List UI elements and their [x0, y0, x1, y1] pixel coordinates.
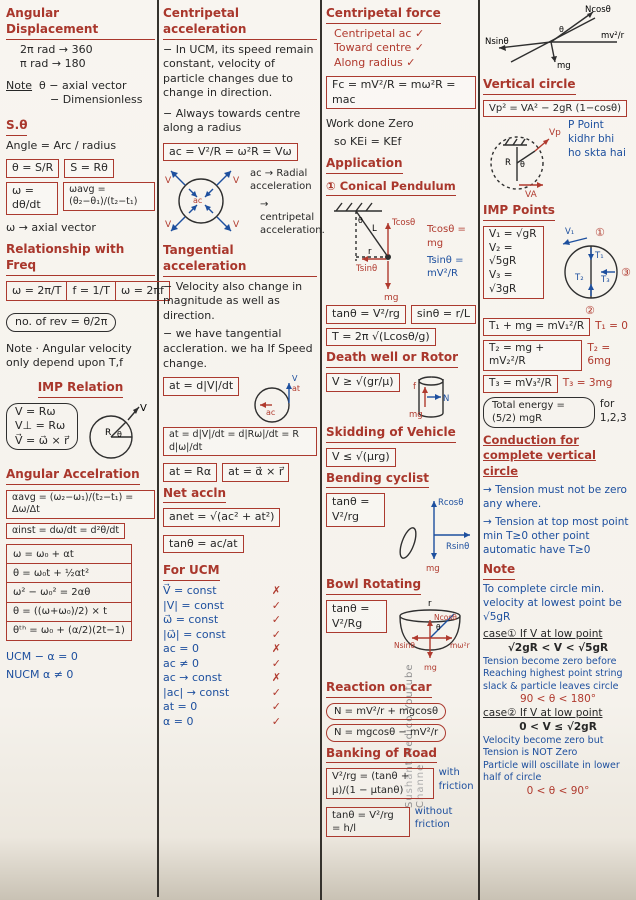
v1-value: V₁ = √gR: [489, 227, 537, 240]
ucm-velocity-diagram: [163, 163, 245, 237]
title-imp-relation: IMP Relation: [38, 380, 124, 398]
formula-sin-rl: sinθ = r/L: [411, 305, 476, 324]
formula-t3: T₃ = mV₃²/R: [483, 375, 558, 393]
conversion-pi: π rad → 180: [20, 57, 86, 71]
label-v: V: [292, 374, 298, 384]
title-for-ucm: For UCM: [163, 563, 220, 581]
condition-tension-top: → Tension at top most point min T≥0 other point automatic have T≥0: [483, 515, 629, 556]
v3-value: V₃ = √3gR: [489, 269, 517, 296]
label-normal: N: [442, 394, 449, 405]
ucm-item: [163, 584, 281, 599]
frequency-formula-box: [6, 281, 170, 302]
at-ac-diagram: [244, 375, 300, 425]
title-net-acceleration: Net accln: [163, 486, 226, 504]
ucm-item: [163, 715, 281, 730]
label-ac: ac: [266, 408, 276, 418]
case-2-angle-range: 0 < θ < 90°: [526, 784, 590, 797]
formula-alpha-inst: αinst = dω/dt = d²θ/dt: [6, 523, 125, 540]
ucm-item-formula: |ac| → const: [163, 685, 230, 699]
column-divider-1: [157, 0, 159, 897]
bowl-rotating-diagram: [392, 598, 476, 678]
omega-axial-vector: ω → axial vector: [6, 220, 96, 234]
label-at: at: [292, 384, 301, 394]
trait-centripetal: Centripetal ac ✓: [334, 26, 425, 40]
formula-vperp-romega: V⊥ = Rω: [15, 419, 66, 433]
ucm-item: [163, 700, 281, 715]
formula-tan-v2rg: tanθ = V²/rg: [326, 305, 406, 324]
label-v-topleft: V: [165, 176, 172, 187]
column-angular-displacement: [6, 4, 164, 682]
label-t1: T₁: [595, 250, 604, 261]
label-t2: T₂: [575, 272, 584, 283]
para-velocity-change: − Velocity also change in magnitude as well as direction.: [163, 279, 303, 322]
pendulum-eq-horizontal: Tsinθ = mV²/R: [427, 254, 464, 279]
label-velocity: V: [139, 402, 147, 414]
ucm-item-formula: ω⃗ = const: [163, 613, 219, 627]
label-radius: R: [104, 427, 111, 438]
title-skidding: Skidding of Vehicle: [326, 425, 456, 443]
with-friction-note: with friction: [438, 767, 474, 792]
t2-result: T₂ = 6mg: [587, 341, 611, 368]
formula-t2: T₂ = mg + mV₂²/R: [483, 340, 582, 372]
formula-bending: tanθ = V²/rg: [326, 493, 385, 526]
formula-reaction-valley: N = mV²/r + mgcosθ: [326, 703, 446, 720]
check-mark: ✓: [271, 656, 281, 670]
ucm-item: [163, 628, 281, 643]
formula-tan-theta: tanθ = ac/at: [163, 535, 244, 554]
title-banking-of-road: Banking of Road: [326, 746, 437, 764]
t3-result: T₃ = 3mg: [562, 377, 613, 390]
column-centripetal-acceleration: [163, 4, 325, 729]
formula-f-1-t: f = 1/T: [67, 282, 116, 301]
formula-v-romega: V = Rω: [15, 404, 56, 418]
formula-bowl: tanθ = V²/Rg: [326, 600, 387, 633]
ucm-item-formula: at = 0: [163, 700, 198, 714]
ucm-item: [163, 642, 281, 657]
label-friction: f: [412, 382, 416, 393]
title-death-well: Death well or Rotor: [326, 350, 458, 368]
total-energy-for: for 1,2,3: [599, 398, 627, 425]
case-2-oscillate: Particle will oscillate in lower half of circle: [483, 759, 620, 784]
check-mark: ✓: [271, 627, 281, 641]
kinematic-eq-4: θ = ((ω+ω₀)/2) × t: [7, 603, 131, 622]
label-ncos: Ncosθ: [434, 613, 457, 623]
trait-along-radius: Along radius ✓: [334, 55, 416, 69]
column-divider-3: [478, 0, 480, 900]
formula-fc: Fc = mV²/R = mω²R = mac: [326, 76, 476, 109]
formula-v-cross: V⃗ = ω⃗ × r⃗: [15, 433, 69, 447]
formula-at-cross: at = α⃗ × r⃗: [222, 463, 289, 482]
column-centripetal-force: [326, 4, 476, 839]
case-2-inequality: 0 < V ≤ √2gR: [519, 720, 597, 733]
label-t3: T₃: [601, 274, 610, 285]
label-theta: θ: [358, 216, 363, 226]
label-v-topright: V: [233, 176, 240, 187]
label-mv2r: mv²/r: [601, 31, 625, 41]
ucm-item-formula: α = 0: [163, 714, 194, 728]
check-mark: ✓: [271, 685, 281, 699]
case-1-heading: case① If V at low point: [483, 627, 603, 640]
t1-result: T₁ = 0: [595, 319, 628, 332]
label-theta: θ: [436, 623, 441, 633]
label-theta: θ: [559, 25, 564, 34]
label-rsin: Rsinθ: [446, 542, 470, 553]
title-condition-complete-circle: Conduction for complete vertical circle: [483, 432, 596, 479]
ac-centripetal-note: → centripetal acceleration.: [260, 198, 325, 237]
title-note: Note: [483, 562, 515, 580]
watermark: Sushant Medico Youtube Channel: [404, 663, 426, 808]
kinematic-eq-3: ω² − ω₀² = 2αθ: [7, 583, 131, 602]
formula-s-rtheta: S = Rθ: [64, 159, 114, 178]
title-vertical-circle: Vertical circle: [483, 77, 576, 95]
p-point-note: P Point kidhr bhi ho skta hai: [568, 118, 626, 159]
ucm-item: [163, 613, 281, 628]
banking-forces-diagram: [483, 4, 631, 70]
note-angular-velocity-1: Note · Angular velocity: [6, 341, 132, 355]
formula-alpha-avg: αavg = (ω₂−ω₁)/(t₂−t₁) = Δω/Δt: [6, 490, 155, 519]
point-2-badge: ②: [585, 303, 595, 317]
para-ucm-speed: − In UCM, its speed remain constant, velocity of particle changes due to change in direction.: [163, 42, 314, 100]
label-ac-center: ac: [193, 196, 203, 206]
ucm-item-formula: V⃗ = const: [163, 584, 217, 598]
vertical-circle-diagram: [483, 119, 563, 201]
label-va: VA: [525, 189, 537, 200]
ucm-item-formula: ac → const: [163, 671, 222, 685]
ucm-item-formula: |ω⃗| = const: [163, 627, 226, 641]
formula-skidding: V ≤ √(μrg): [326, 448, 396, 467]
formula-vp: Vp² = VA² − 2gR (1−cosθ): [483, 100, 627, 117]
work-done-zero: Work done Zero: [326, 117, 414, 131]
label-r: r: [428, 599, 432, 610]
label-mg: mg: [426, 564, 440, 575]
title-relationship-freq: Relationship with Freq: [6, 242, 155, 276]
title-angular-displacement: Angular Displacement: [6, 6, 155, 40]
bending-cyclist-diagram: [390, 491, 476, 575]
point-3-badge: ③: [621, 265, 631, 279]
kinematic-eq-1: ω = ω₀ + αt: [7, 545, 131, 564]
formula-omega: ω = dθ/dt: [6, 182, 58, 215]
formula-banking-no-friction: tanθ = V²/rg = h/l: [326, 807, 410, 837]
formula-banking-friction: V²/rg = (tanθ + μ)/(1 − μtanθ): [326, 768, 434, 798]
formula-omega-2pi-t: ω = 2π/T: [7, 282, 67, 301]
formula-time-period: T = 2π √(Lcosθ/g): [326, 328, 436, 347]
ac-radial-note: ac → Radial acceleration: [250, 168, 312, 193]
label-v-bottomright: V: [233, 220, 240, 231]
ucm-item-formula: ac ≠ 0: [163, 656, 199, 670]
label-mg: mg: [557, 61, 571, 71]
title-bending-cyclist: Bending cyclist: [326, 471, 429, 489]
label-rcos: Rcosθ: [438, 498, 464, 509]
para-tangential: − we have tangential accleration. we ha If Speed change.: [163, 327, 313, 370]
angle-definition: Angle = Arc / radius: [6, 138, 117, 152]
death-well-diagram: [405, 371, 457, 423]
label-tcos: Tcosθ: [392, 218, 416, 229]
ucm-checklist: [163, 584, 281, 729]
note-axial-vector: θ − axial vector: [39, 78, 127, 92]
point-1-badge: ①: [595, 225, 605, 239]
label-theta: θ: [116, 429, 122, 439]
ucm-item: [163, 599, 281, 614]
check-mark: ✓: [271, 714, 281, 728]
formula-no-of-rev: no. of rev = θ/2π: [6, 313, 116, 332]
formula-death-well: V ≥ √(gr/μ): [326, 373, 400, 392]
title-conical-pendulum: ① Conical Pendulum: [326, 179, 456, 196]
cross-mark: ✗: [271, 584, 281, 598]
para-towards-centre: − Always towards centre along a radius: [163, 106, 301, 135]
kei-kef: so KEi = KEf: [334, 134, 402, 148]
pendulum-eq-vertical: Tcosθ = mg: [427, 224, 466, 249]
label-nsin: Nsinθ: [394, 641, 415, 651]
note-dimensionless: − Dimensionless: [50, 93, 143, 107]
title-reaction-on-car: Reaction on car: [326, 680, 432, 698]
ucm-item: [163, 671, 281, 686]
title-application: Application: [326, 156, 403, 174]
formula-omega-avg: ωavg = (θ₂−θ₁)/(t₂−t₁): [63, 182, 155, 211]
conversion-2pi: 2π rad → 360: [20, 42, 93, 56]
column-vertical-circle: [483, 4, 633, 799]
check-mark: ✓: [271, 598, 281, 612]
cross-mark: ✗: [271, 642, 281, 656]
formula-at-1: at = d|V|/dt: [163, 377, 239, 396]
title-imp-points: IMP Points: [483, 203, 555, 221]
label-v-bottomleft: V: [165, 220, 172, 231]
formula-t1: T₁ + mg = mV₁²/R: [483, 318, 590, 336]
label-mw2r: mω²r: [450, 641, 470, 651]
subtitle-s-theta: S.θ: [6, 118, 27, 136]
imp-relation-box: [6, 403, 78, 451]
case-2-description: Velocity become zero but Tension is NOT Zero: [483, 734, 604, 759]
case-1-inequality: √2gR < V < √5gR: [507, 641, 609, 654]
trait-toward-centre: Toward centre ✓: [334, 41, 424, 55]
rotation-circle-diagram: [83, 401, 145, 465]
title-angular-acceleration: Angular Accelration: [6, 467, 140, 485]
ucm-item-formula: ac = 0: [163, 642, 199, 656]
tension-points-diagram: [549, 224, 633, 316]
formula-at-2: at = d|V|/dt = d|Rω|/dt = R d|ω|/dt: [163, 427, 317, 456]
formula-reaction-hill: N = mgcosθ − mV²/r: [326, 724, 446, 741]
case-1-description: Tension become zero before Reaching highest point string slack & particle leaves circle: [483, 655, 623, 692]
velocity-values-box: [483, 226, 544, 299]
label-radius: R: [505, 157, 511, 168]
formula-ac: ac = V²/R = ω²R = Vω: [163, 143, 298, 162]
title-tangential-acceleration: Tangential acceleration: [163, 243, 317, 277]
ucm-item: [163, 657, 281, 672]
conical-pendulum-diagram: [326, 199, 422, 303]
label-r: r: [368, 247, 372, 258]
label-L: L: [372, 224, 377, 235]
check-mark: ✓: [271, 700, 281, 714]
without-friction-note: without friction: [414, 805, 453, 830]
label-v1: V₁: [565, 226, 575, 237]
column-divider-2: [320, 0, 322, 900]
ucm-condition: UCM − α = 0: [6, 650, 78, 664]
title-centripetal-acceleration: Centripetal acceleration: [163, 6, 317, 40]
v2-value: V₂ = √5gR: [489, 241, 517, 268]
formula-at-ralpha: at = Rα: [163, 463, 217, 482]
label-mg: mg: [384, 293, 399, 304]
label-tsin: Tsinθ: [356, 264, 378, 275]
nucm-condition: NUCM α ≠ 0: [6, 667, 74, 681]
total-energy-box: Total energy = (5/2) mgR: [483, 397, 595, 427]
check-mark: ✓: [271, 613, 281, 627]
ucm-item-formula: |V| = const: [163, 598, 224, 612]
ucm-item: [163, 686, 281, 701]
label-nsin: Nsinθ: [485, 37, 509, 47]
kinematics-table: [6, 544, 132, 641]
case-1-angle-range: 90 < θ < 180°: [519, 693, 597, 706]
formula-anet: anet = √(ac² + at²): [163, 508, 280, 527]
label-vp: Vp: [549, 127, 561, 138]
note-min-velocity: To complete circle min. velocity at lowest point be √5gR: [483, 583, 622, 623]
case-2-heading: case② If V at low point: [483, 706, 603, 719]
formula-omega-2pif: ω = 2πf: [120, 283, 164, 297]
note-label: Note: [6, 78, 33, 92]
label-mg: mg: [424, 663, 437, 673]
label-theta: θ: [520, 159, 525, 169]
title-centripetal-force: Centripetal force: [326, 6, 441, 24]
cross-mark: ✗: [271, 671, 281, 685]
condition-tension-nonzero: → Tension must not be zero any where.: [483, 484, 627, 510]
kinematic-eq-2: θ = ω₀t + ½αt²: [7, 564, 131, 583]
label-ncos: Ncosθ: [585, 5, 611, 15]
kinematic-eq-5: θᵗʰ = ω₀ + (α/2)(2t−1): [13, 625, 125, 637]
formula-theta-sr: θ = S/R: [6, 159, 59, 178]
label-mg: mg: [408, 410, 423, 421]
note-angular-velocity-2: only depend upon T,f: [6, 356, 123, 370]
title-bowl-rotating: Bowl Rotating: [326, 577, 421, 595]
